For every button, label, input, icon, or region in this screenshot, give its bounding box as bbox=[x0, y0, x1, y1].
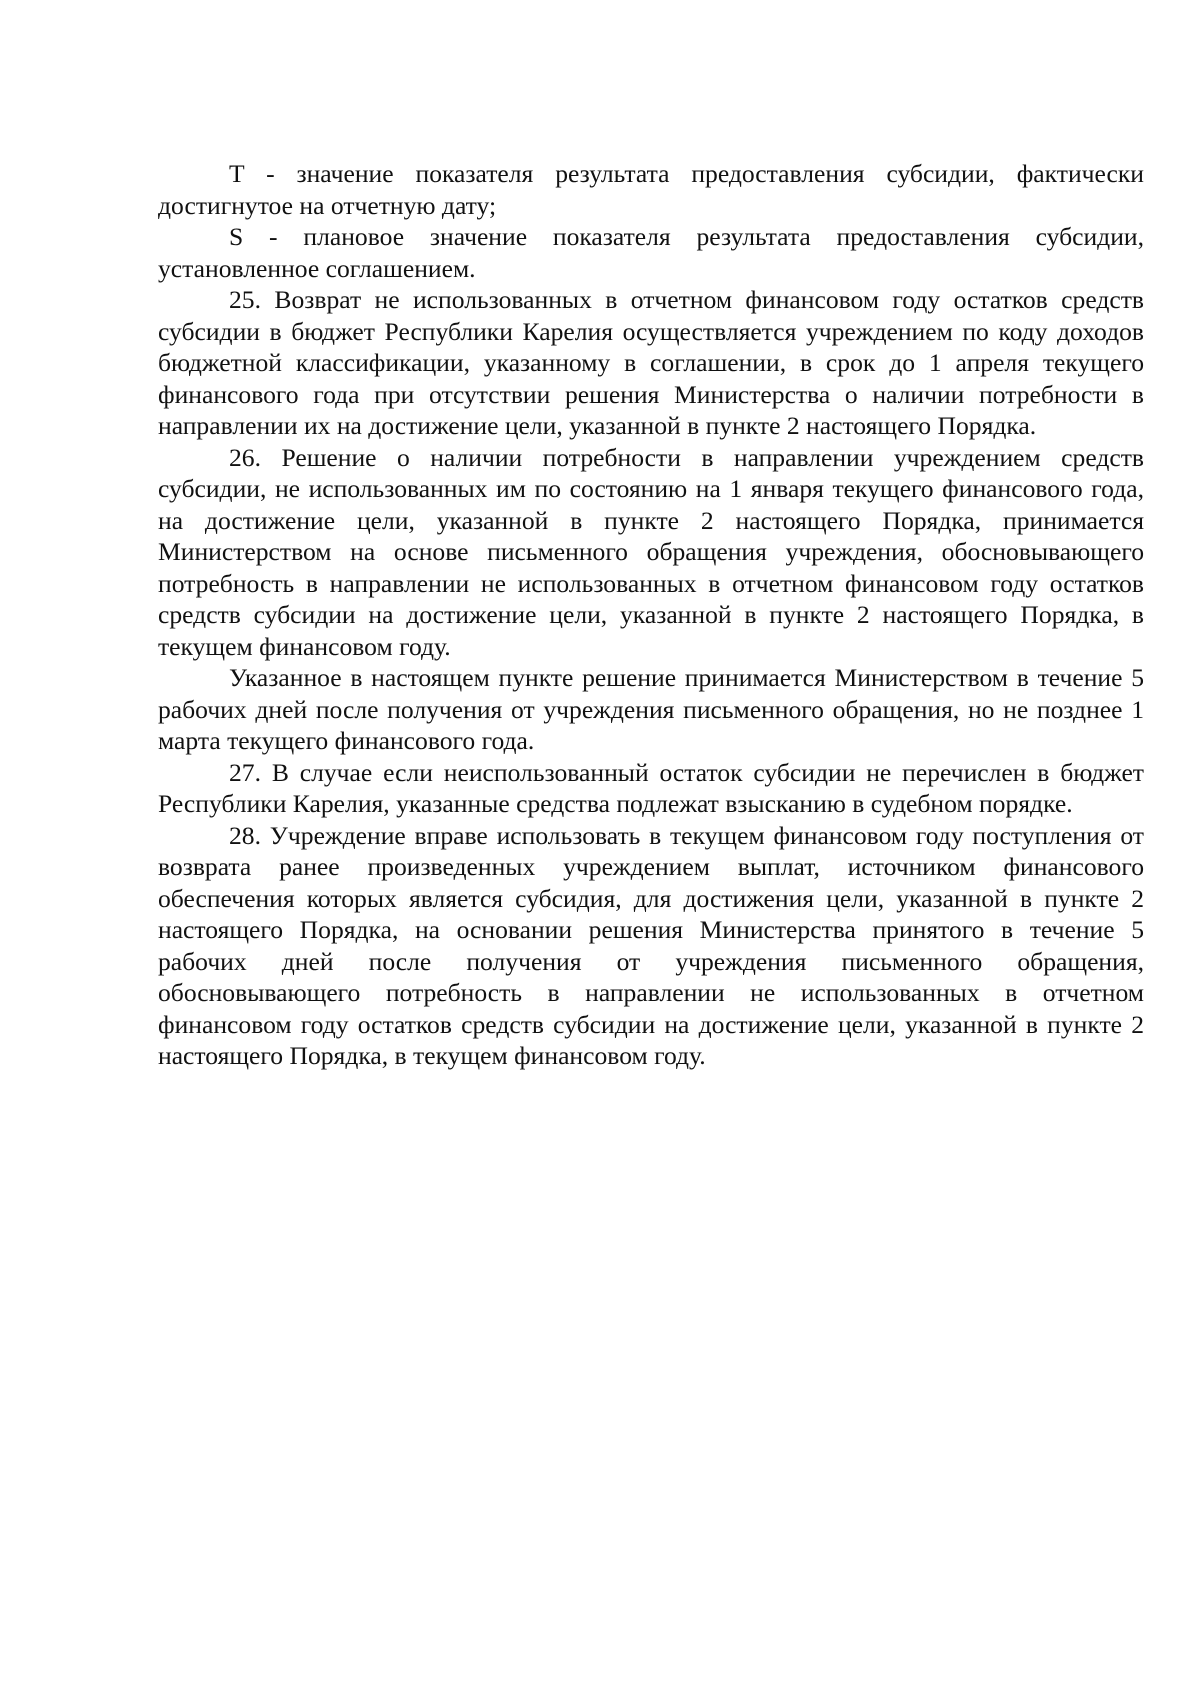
paragraph-25: 25. Возврат не использованных в отчетном финансовом году остатков средств субсидии в бюджет Республики Карелия осуществляется учреждением по коду доходов бюджетной классификации, указанному в соглашении, в срок до 1 апреля текущего финансового года при отсутствии решения Министерства о наличии потребности в направлении их на достижение цели, указанной в пункте 2 настоящего Порядка. bbox=[158, 285, 1144, 440]
paragraph-27: 27. В случае если неиспользованный остаток субсидии не перечислен в бюджет Республики Карелия, указанные средства подлежат взысканию в судебном порядке. bbox=[158, 757, 1144, 818]
document-body bbox=[158, 158, 1144, 1072]
paragraph-t-definition: T - значение показателя результата предоставления субсидии, фактически достигнутое на отчетную дату; bbox=[158, 159, 1144, 220]
paragraph-26-decision-term: Указанное в настоящем пункте решение принимается Министерством в течение 5 рабочих дней после получения от учреждения письменного обращения, но не позднее 1 марта текущего финансового года. bbox=[158, 663, 1144, 755]
paragraph-26: 26. Решение о наличии потребности в направлении учреждением средств субсидии, не использованных им по состоянию на 1 января текущего финансового года, на достижение цели, указанной в пункте 2 настоящего Порядка, принимается Министерством на основе письменного обращения учреждения, обосновывающего потребность в направлении не использованных в отчетном финансовом году остатков средств субсидии на достижение цели, указанной в пункте 2 настоящего Порядка, в текущем финансовом году. bbox=[158, 442, 1144, 661]
paragraph-s-definition: S - плановое значение показателя результата предоставления субсидии, установленное соглашением. bbox=[158, 222, 1144, 283]
paragraph-28: 28. Учреждение вправе использовать в текущем финансовом году поступления от возврата ранее произведенных учреждением выплат, источником финансового обеспечения которых является субсидия, для достижения цели, указанной в пункте 2 настоящего Порядка, на основании решения Министерства принятого в течение 5 рабочих дней после получения от учреждения письменного обращения, обосновывающего потребность в направлении не использованных в отчетном финансовом году остатков средств субсидии на достижение цели, указанной в пункте 2 настоящего Порядка, в текущем финансовом году. bbox=[158, 820, 1144, 1070]
